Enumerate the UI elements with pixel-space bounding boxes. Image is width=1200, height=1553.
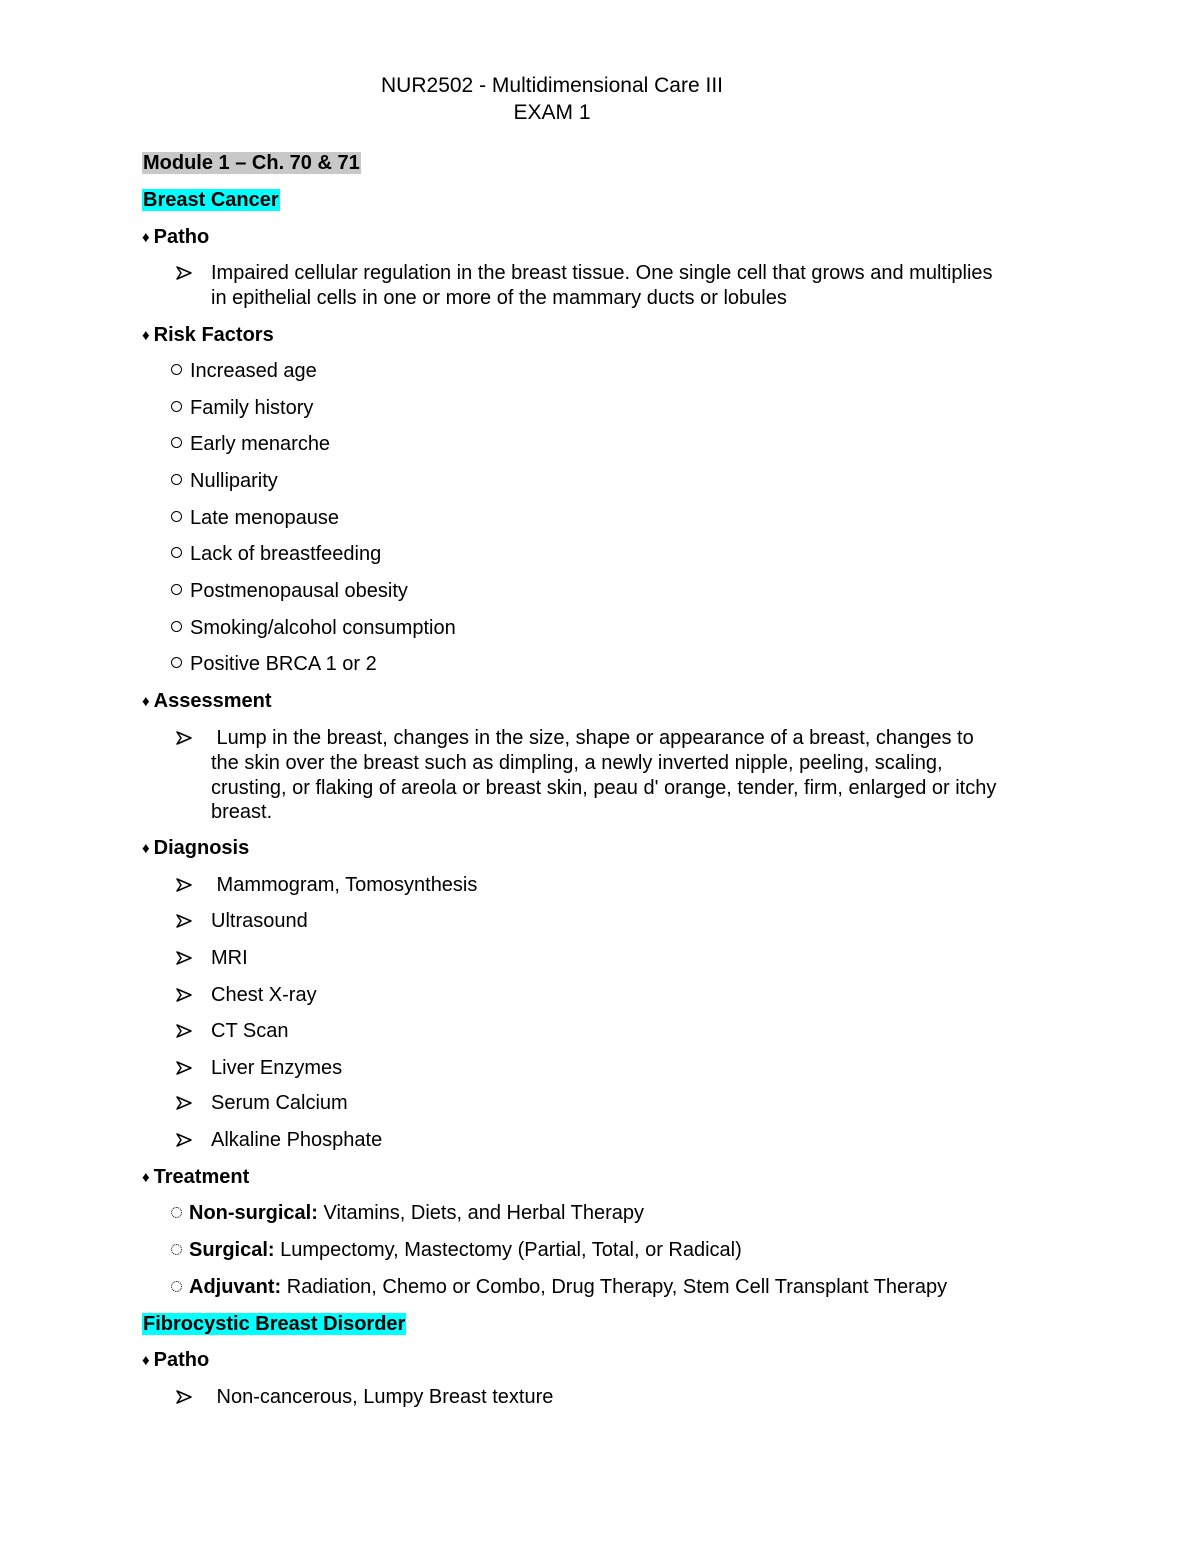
list-item: CT Scan <box>211 1020 289 1042</box>
list-item <box>171 579 408 604</box>
arrowhead-bullet-icon <box>176 1060 192 1076</box>
dotted-circle-bullet-icon <box>171 1244 182 1255</box>
hollow-circle-bullet-icon <box>171 547 182 558</box>
dotted-circle-bullet-icon <box>171 1281 182 1292</box>
treatment-label: Surgical: <box>189 1239 275 1261</box>
risk-factors-heading-text: Risk Factors <box>153 324 274 346</box>
list-item: Serum Calcium <box>211 1092 348 1114</box>
diamond-bullet-icon: ♦ <box>142 1169 150 1186</box>
assessment-line-3: crusting, or flaking of areola or breast skin, peau d' orange, tender, firm, enlarged or itchy <box>211 777 997 799</box>
treatment-label: Adjuvant: <box>189 1276 282 1298</box>
arrowhead-bullet-icon <box>176 987 192 1003</box>
treatment-text: Radiation, Chemo or Combo, Drug Therapy, Stem Cell Transplant Therapy <box>281 1276 948 1298</box>
list-item: Non-cancerous, Lumpy Breast texture <box>211 1386 554 1408</box>
list-item <box>171 652 377 677</box>
list-item: Mammogram, Tomosynthesis <box>211 874 478 896</box>
fibrocystic-patho-heading-text: Patho <box>153 1349 210 1371</box>
list-item: Alkaline Phosphate <box>211 1129 383 1151</box>
hollow-circle-bullet-icon <box>171 474 182 485</box>
treatment-heading <box>142 1165 249 1190</box>
risk-factor-text: Increased age <box>190 360 317 382</box>
patho-heading-text: Patho <box>153 226 210 248</box>
list-item <box>171 1201 644 1226</box>
patho-line-2: in epithelial cells in one or more of the mammary ducts or lobules <box>211 287 787 309</box>
diamond-bullet-icon: ♦ <box>142 840 150 857</box>
assessment-heading-text: Assessment <box>153 690 272 712</box>
risk-factor-text: Postmenopausal obesity <box>190 580 408 602</box>
list-item: Liver Enzymes <box>211 1057 343 1079</box>
treatment-label: Non-surgical: <box>189 1202 318 1224</box>
list-item: Ultrasound <box>211 910 308 932</box>
list-item <box>171 432 330 457</box>
list-item <box>171 542 381 567</box>
risk-factor-text: Smoking/alcohol consumption <box>190 617 456 639</box>
module-heading <box>142 151 361 176</box>
arrowhead-bullet-icon <box>176 1023 192 1039</box>
assessment-line-1: Lump in the breast, changes in the size, shape or appearance of a breast, changes to <box>211 727 974 749</box>
module-heading-text: Module 1 – Ch. 70 & 71 <box>143 152 360 174</box>
list-item: MRI <box>211 947 248 969</box>
section-title-breast-cancer <box>142 188 280 213</box>
list-item <box>171 396 313 421</box>
diagnosis-heading <box>142 836 249 861</box>
exam-title: EXAM 1 <box>513 101 591 124</box>
section-title-fibrocystic <box>142 1312 406 1337</box>
arrowhead-bullet-icon <box>176 1389 192 1405</box>
hollow-circle-bullet-icon <box>171 657 182 668</box>
risk-factors-heading <box>142 323 274 348</box>
arrowhead-bullet-icon <box>176 265 192 281</box>
hollow-circle-bullet-icon <box>171 401 182 412</box>
hollow-circle-bullet-icon <box>171 621 182 632</box>
diagnosis-heading-text: Diagnosis <box>153 837 250 859</box>
assessment-line-4: breast. <box>211 801 273 823</box>
diamond-bullet-icon: ♦ <box>142 229 150 246</box>
list-item <box>171 469 278 494</box>
list-item <box>171 506 339 531</box>
fibrocystic-patho-heading <box>142 1348 209 1373</box>
arrowhead-bullet-icon <box>176 913 192 929</box>
diamond-bullet-icon: ♦ <box>142 693 150 710</box>
course-title: NUR2502 - Multidimensional Care III <box>381 74 723 97</box>
list-item <box>171 359 317 384</box>
fibrocystic-title-text: Fibrocystic Breast Disorder <box>143 1313 406 1335</box>
list-item <box>171 1275 947 1300</box>
list-item <box>171 1238 742 1263</box>
diamond-bullet-icon: ♦ <box>142 327 150 344</box>
risk-factor-text: Lack of breastfeeding <box>190 543 382 565</box>
risk-factor-text: Early menarche <box>190 433 331 455</box>
arrowhead-bullet-icon <box>176 1095 192 1111</box>
list-item <box>171 616 456 641</box>
arrowhead-bullet-icon <box>176 877 192 893</box>
arrowhead-bullet-icon <box>176 950 192 966</box>
risk-factor-text: Late menopause <box>190 507 340 529</box>
risk-factor-text: Positive BRCA 1 or 2 <box>190 653 377 675</box>
treatment-text: Vitamins, Diets, and Herbal Therapy <box>317 1202 644 1224</box>
hollow-circle-bullet-icon <box>171 584 182 595</box>
arrowhead-bullet-icon <box>176 730 192 746</box>
patho-heading <box>142 225 209 250</box>
treatment-text: Lumpectomy, Mastectomy (Partial, Total, or Radical) <box>274 1239 742 1261</box>
hollow-circle-bullet-icon <box>171 511 182 522</box>
assessment-heading <box>142 689 272 714</box>
breast-cancer-title-text: Breast Cancer <box>143 189 279 211</box>
list-item: Chest X-ray <box>211 984 317 1006</box>
patho-line-1: Impaired cellular regulation in the breast tissue. One single cell that grows and multiplies <box>211 262 993 284</box>
assessment-line-2: the skin over the breast such as dimpling, a newly inverted nipple, peeling, scaling, <box>211 752 943 774</box>
hollow-circle-bullet-icon <box>171 364 182 375</box>
hollow-circle-bullet-icon <box>171 437 182 448</box>
document-title <box>0 72 1104 126</box>
dotted-circle-bullet-icon <box>171 1207 182 1218</box>
treatment-heading-text: Treatment <box>153 1166 250 1188</box>
arrowhead-bullet-icon <box>176 1132 192 1148</box>
risk-factor-text: Nulliparity <box>190 470 278 492</box>
risk-factor-text: Family history <box>190 397 314 419</box>
diamond-bullet-icon: ♦ <box>142 1352 150 1369</box>
